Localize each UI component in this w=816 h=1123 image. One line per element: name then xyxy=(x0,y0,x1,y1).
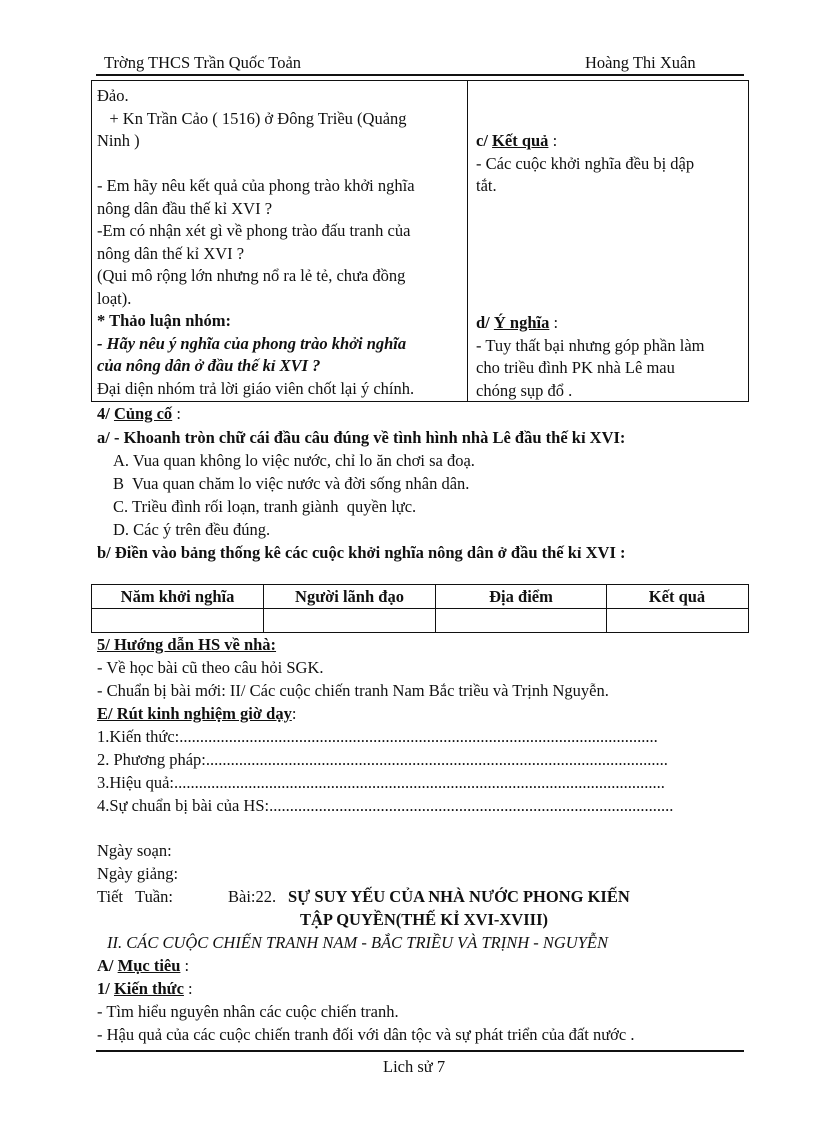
meaning-line: chóng sụp đổ . xyxy=(476,380,573,400)
homework-line: - Chuẩn bị bài mới: II/ Các cuộc chiến tranh Nam Bắc triều và Trịnh Nguyễn. xyxy=(97,681,609,700)
box-left-line: (Qui mô rộng lớn nhưng nổ ra lẻ tẻ, chưa đồng xyxy=(97,266,406,285)
result-line: - Các cuộc khởi nghĩa đều bị dập xyxy=(476,153,695,173)
result-suffix: : xyxy=(548,131,558,150)
question-b: b/ Điền vào bảng thống kê các cuộc khởi nghĩa nông dân ở đầu thế kỉ XVI : xyxy=(97,543,626,562)
header-teacher: Hoàng Thi Xuân xyxy=(585,53,696,72)
objectives-prefix: A/ xyxy=(97,956,118,975)
table-header-cell: Năm khởi nghĩa xyxy=(120,587,235,606)
lesson-title-line1: SỰ SUY YẾU CỦA NHÀ NƯỚC PHONG KIẾN xyxy=(288,887,630,906)
box-left-line xyxy=(97,153,463,176)
box-divider xyxy=(467,80,468,401)
result-heading xyxy=(476,130,744,153)
group-discussion-title: * Thảo luận nhóm: xyxy=(97,311,232,330)
experience-title: E/ Rút kinh nghiệm giờ dạy xyxy=(97,704,292,723)
box-left-line: - Em hãy nêu kết quả của phong trào khởi nghĩa xyxy=(97,176,415,195)
experience-line: 2. Phương pháp:................................................................................................................ xyxy=(97,750,668,769)
header-school: Trờng THCS Trần Quốc Toản xyxy=(104,53,302,72)
knowledge-line: - Tìm hiểu nguyên nhân các cuộc chiến tranh. xyxy=(97,1002,399,1021)
meaning-heading xyxy=(476,312,744,335)
objectives-suffix: : xyxy=(180,956,190,975)
header-rule xyxy=(96,74,744,76)
experience-heading xyxy=(97,703,296,726)
experience-suffix: : xyxy=(291,704,297,723)
footer-text: Lich sử 7 xyxy=(383,1057,446,1076)
knowledge-heading xyxy=(97,978,193,1001)
consolidate-title: Củng cố xyxy=(113,404,173,423)
box-left-line: loạt). xyxy=(97,288,132,308)
homework-title: 5/ Hướng dẫn HS về nhà: xyxy=(97,635,277,654)
table-row-divider xyxy=(91,608,749,609)
option-a: A. Vua quan không lo việc nước, chỉ lo ăn chơi sa đoạ. xyxy=(113,451,475,470)
group-conclusion: Đại diện nhóm trả lời giáo viên chốt lại ý chính. xyxy=(97,378,415,398)
meaning-title: Ý nghĩa xyxy=(493,313,550,332)
lesson-subtitle: II. CÁC CUỘC CHIẾN TRANH NAM - BẮC TRIỀU VÀ TRỊNH - NGUYỄN xyxy=(107,933,608,952)
meaning-line: cho triều đình PK nhà Lê mau xyxy=(476,358,675,377)
experience-line: 4.Sự chuẩn bị bài của HS:.................................................................................................. xyxy=(97,796,674,815)
box-left-column xyxy=(97,85,463,400)
lesson-title-line2: TẬP QUYỀN(THẾ KỈ XVI-XVIII) xyxy=(300,910,548,929)
knowledge-title: Kiến thức xyxy=(113,979,184,998)
period-week: Tiết Tuần: xyxy=(97,887,173,906)
lesson-label: Bài:22. xyxy=(228,887,277,906)
footer-rule xyxy=(96,1050,744,1052)
meaning-block xyxy=(476,312,744,402)
box-left-line: Đảo. xyxy=(97,86,129,105)
knowledge-suffix: : xyxy=(183,979,193,998)
group-question-line: - Hãy nêu ý nghĩa của phong trào khởi nghĩa xyxy=(97,333,407,353)
teach-date: Ngày giảng: xyxy=(97,864,179,883)
consolidate-heading xyxy=(97,403,181,426)
knowledge-prefix: 1/ xyxy=(97,979,114,998)
group-question-line: của nông dân ở đầu thế kỉ XVI ? xyxy=(97,356,321,375)
question-a: a/ - Khoanh tròn chữ cái đầu câu đúng về tình hình nhà Lê đầu thế kỉ XVI: xyxy=(97,428,626,447)
consolidate-num: 4/ xyxy=(97,404,114,423)
box-left-line: -Em có nhận xét gì về phong trào đấu tranh của xyxy=(97,221,411,240)
option-b: B Vua quan chăm lo việc nước và đời sống nhân dân. xyxy=(113,474,470,493)
meaning-suffix: : xyxy=(549,313,559,332)
table-header-cell: Người lãnh đạo xyxy=(295,587,404,606)
table-header-cell: Địa điểm xyxy=(489,587,553,606)
option-c: C. Triều đình rối loạn, tranh giành quyền lực. xyxy=(113,497,417,516)
option-d: D. Các ý trên đều đúng. xyxy=(113,520,271,539)
table-header-cell: Kết quả xyxy=(648,587,706,606)
experience-line: 1.Kiến thức:.................................................................................................................... xyxy=(97,727,658,746)
experience-line: 3.Hiệu quả:....................................................................................................................... xyxy=(97,773,665,792)
prep-date: Ngày soạn: xyxy=(97,841,172,860)
result-title: Kết quả xyxy=(492,131,549,150)
meaning-line: - Tuy thất bại nhưng góp phần làm xyxy=(476,335,705,355)
objectives-title: Mục tiêu xyxy=(117,956,181,975)
objectives-heading xyxy=(97,955,189,978)
box-left-line: nông dân thế kỉ XVI ? xyxy=(97,243,245,263)
box-left-line: Ninh ) xyxy=(97,131,140,150)
box-left-line: nông dân đầu thế kỉ XVI ? xyxy=(97,198,273,218)
box-left-line: + Kn Trần Cảo ( 1516) ở Đông Triều (Quảng xyxy=(97,108,407,128)
consolidate-suffix: : xyxy=(172,404,181,423)
box-right-column xyxy=(476,130,744,198)
knowledge-line: - Hậu quả của các cuộc chiến tranh đối với dân tộc và sự phát triển của đất nước . xyxy=(97,1025,635,1044)
homework-line: - Về học bài cũ theo câu hỏi SGK. xyxy=(97,658,324,677)
result-line: tắt. xyxy=(476,176,497,195)
result-prefix: c/ xyxy=(476,131,493,150)
meaning-prefix: d/ xyxy=(476,313,494,332)
